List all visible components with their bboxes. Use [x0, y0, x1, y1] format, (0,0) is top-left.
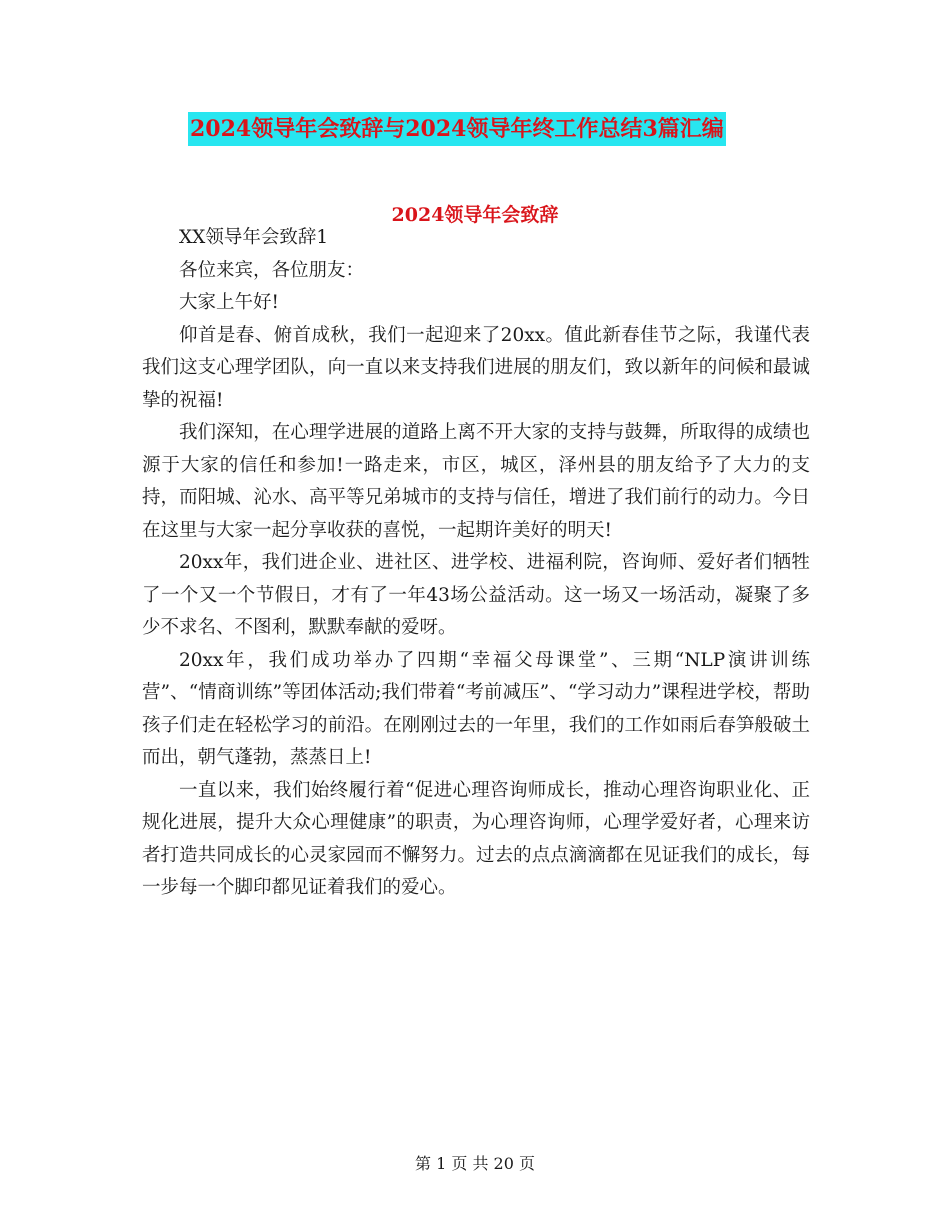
paragraph-public-welfare: 20xx年，我们进企业、进社区、进学校、进福利院，咨询师、爱好者们牺牲了一个又一个节假日，才有了一年43场公益活动。这一场又一场活动，凝聚了多少不求名、不图利，默默奉献的爱呀。 [142, 552, 810, 638]
page-number-footer: 第 1 页 共 20 页 [415, 1154, 535, 1173]
section-title: 2024领导年会致辞 [391, 204, 559, 226]
paragraph-salutation: 各位来宾，各位朋友： [179, 259, 365, 281]
paragraph-thanks: 我们深知，在心理学进展的道路上离不开大家的支持与鼓舞，所取得的成绩也源于大家的信任和参加!一路走来，市区，城区，泽州县的朋友给予了大力的支持，而阳城、沁水、高平等兄弟城市的支持与信任，增进了我们前行的动力。今日在这里与大家一起分享收获的喜悦，一起期许美好的明天! [142, 422, 810, 541]
paragraph-mission: 一直以来，我们始终履行着“促进心理咨询师成长，推动心理咨询职业化、正规化进展，提升大众心理健康”的职责，为心理咨询师，心理学爱好者，心理来访者打造共同成长的心灵家园而不懈努力。过去的点点滴滴都在见证我们的成长，每一步每一个脚印都见证着我们的爱心。 [142, 779, 810, 898]
paragraph-heading: XX领导年会致辞1 [179, 227, 329, 248]
paragraph-greeting: 大家上午好! [179, 292, 279, 313]
paragraph-new-year-wishes: 仰首是春、俯首成秋，我们一起迎来了20xx。值此新春佳节之际，我谨代表我们这支心理学团队，向一直以来支持我们进展的朋友们，致以新年的问候和最诚挚的祝福! [142, 324, 810, 411]
document-body [142, 222, 810, 905]
document-title: 2024领导年会致辞与2024领导年终工作总结3篇汇编 [188, 112, 726, 146]
paragraph-activities: 20xx年，我们成功举办了四期“幸福父母课堂”、三期“NLP演讲训练营”、“情商训练”等团体活动;我们带着“考前减压”、“学习动力”课程进学校，帮助孩子们走在轻松学习的前沿。在刚刚过去的一年里，我们的工作如雨后春笋般破土而出，朝气蓬勃，蒸蒸日上! [142, 649, 810, 768]
